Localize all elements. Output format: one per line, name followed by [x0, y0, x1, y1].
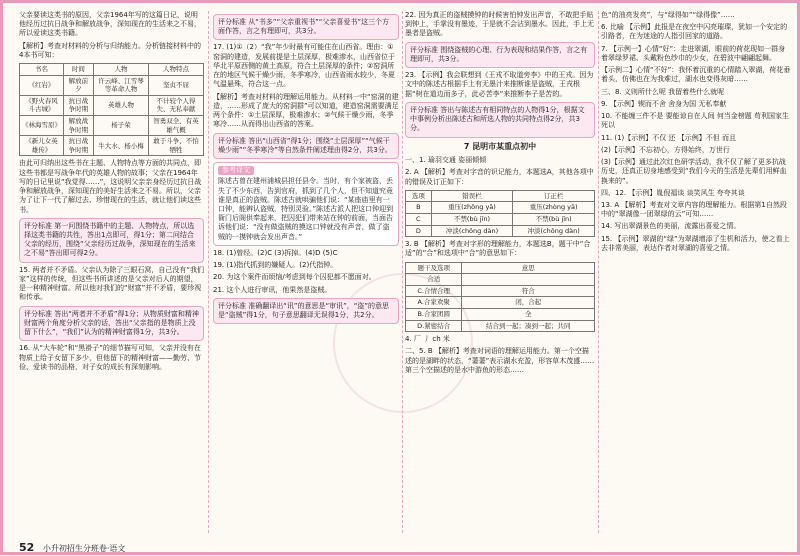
- table-row: [406, 320, 595, 332]
- answer-11c: (3)【示例】通过此次红色研学活动，我不仅了解了更多抗战历史，还真正切身地感受到“我们今天的生活是先辈们用鲜血换来的”。: [601, 158, 787, 185]
- answer-16: 16. 从“大车轮”和“黑褂子”的细节描写可知，父亲并没有在物质上给子女留下多少，但他留下的精神财富——勤劳、节俭、爱读书的品格，对子女的成长有深刻影响。: [19, 344, 201, 371]
- table-row: [406, 202, 595, 214]
- analysis: 【解析】考查对材料的分析与归纳能力。分析链接材料中的4本书可知：: [19, 41, 201, 59]
- scoring-box: 评分标准 答出与陈述古有相同特点的人物得1分，根据文中事例分析出陈述古和所选人物的共同特点得2分，共3分。: [405, 102, 595, 138]
- column-3: [405, 11, 595, 378]
- table-cell: A.合家欢聚: [406, 297, 462, 309]
- table-cell: 许云峰、江雪琴等革命人物: [93, 75, 148, 95]
- table-cell: 《新儿女英雄传》: [20, 136, 64, 156]
- column-divider: [402, 11, 403, 533]
- table-cell: 坚贞不屈: [148, 75, 203, 95]
- answer-11b: (2)【示例】不忘初心，方得始终，万世行: [601, 145, 730, 154]
- table-cell: 《红岩》: [20, 75, 64, 95]
- table-cell: [462, 274, 595, 286]
- table-cell: 重压(zhòng yā): [513, 202, 595, 214]
- table-row: [406, 308, 595, 320]
- scoring-box: 评分标准 从“书多”“父亲重视书”“父亲喜爱书”这三个方面作答，言之有理即可，共3分。: [213, 14, 399, 40]
- table-cell: B: [406, 202, 432, 214]
- table-cell: 英雄人物: [93, 95, 148, 115]
- answer-7b: 【示例二】心情“不好”：我怀着沉重的心情踏入翠湖，荷花垂着头，仿佛也在为我难过，湖水也变得灰暗……: [601, 66, 791, 84]
- reference-text: 陈述古曾在建州浦城县担任县令。当时，有个家被盗，丢失了不少东西，告到官府，抓到了几个人，但不知道究竟谁是真正的盗贼。陈述古就哄骗他们说：“某座庙里有一口钟，能辨认盗贼，特别灵验。”陈述古派人把这口钟迎到衙门后阁供奉起来，把囚犯们带来站在钟的前面，当面告诉他们说：“没有做盗贼的摸这口钟就没有声音，做了盗贼的一摸钟就会发出声音。”: [218, 177, 394, 241]
- answer-13: 13. A 【解析】考查对文章内容的理解能力。根据第1自然段中的“翠湖像一团翠绿的云”可知……: [601, 200, 787, 219]
- table-cell: B.合家团圆: [406, 308, 462, 320]
- answer-6: 6. 比喻 【示例】此报是在夜空中闪亮璀璨，犹如一个安定的引路者，在为迷途的人指引回家的道路。: [601, 23, 788, 41]
- table-header: 选项: [406, 190, 432, 202]
- table-cell: 不禁(bù jīn): [513, 213, 595, 225]
- table-row: [406, 274, 595, 286]
- table-header: 意思: [462, 262, 595, 274]
- paragraph: 父亲要读这类书的原因，父亲1964年写的这篇日记，说明他经历过抗日战争和解放战争，深知现在的生活来之不易，所以爱读这类书籍。: [19, 11, 201, 38]
- table-header: 时间: [63, 64, 93, 76]
- answer-12: 四、12. 【示例】胤倪福谈 谈笑风生 夸夸其谈: [601, 188, 745, 197]
- table-row: [20, 95, 204, 115]
- answer-1: 一、1. 瑜羽交通 姿丽倾倾: [405, 156, 487, 165]
- table-header: 订正栏: [513, 190, 595, 202]
- table-cell: 全: [462, 308, 595, 320]
- table-cell: C.合情合理: [406, 285, 462, 297]
- answer-21: 21. 这个人进行审讯，他果然是盗贼。: [213, 285, 332, 294]
- meaning-table: [405, 262, 595, 332]
- pinyin-table: [405, 190, 595, 237]
- table-header: 错误栏: [431, 190, 513, 202]
- footer-title: 小升初招生分班卷·语文: [42, 544, 126, 553]
- table-cell: 敢于斗争、不怕牺牲: [148, 136, 203, 156]
- table-row: [406, 285, 595, 297]
- answer-5: 二、5. B 【解析】考查对词语的理解运用能力。第一个空描述的是湖畔的状态，“萋萋”表示湖水充盈，形容草木茂盛……第三个空描述的是水中游鱼的形态……: [405, 347, 595, 374]
- answer-3: 3. B 【解析】考查对字形的理解能力，本题选B，题干中“合适”的“合”和选项中“合”的意思如下：: [405, 240, 591, 258]
- scoring-box: 评分标准 答出“两者并不矛盾”得1分；从物质财富和精神财富两个角度分析父亲的话，答出“父亲指的是物质上没留下什么”，“我们”认为的精神财富得1分，共3分。: [19, 306, 204, 342]
- answer-11: 11. (1)【示例】不仅 还 【示例】不但 而且: [601, 133, 736, 142]
- scoring-box: 评分标准 准确翻译出“讯”的意思是“审讯”，“盗”的意思是“盗贼”得1分，句子意思翻译无误得1分，共2分。: [213, 298, 399, 324]
- answer-22: 22. 因为真正的盗贼摸钟的时候害怕钟发出声音，不敢把手贴到钟上，手掌没有墨迹，于是就不会沾到墨水。因此，手上无墨者是盗贼。: [405, 11, 594, 38]
- table-cell: 解放前夕: [63, 75, 93, 95]
- answer-18: 18. (1)曾经。(2)C (3)拆掉。(4)D (5)C: [213, 248, 338, 257]
- answer-15: 15. 两者并不矛盾。父亲认为除了三眼石窝，自己没有“我们家”这样的传统，但这些书所讲述的是父亲对后人的期望，是一种精神财富。所以他对我们的“财富”并不矛盾，要珍视和传承。: [19, 265, 204, 302]
- scoring-box: 评分标准 答出“山西省”得1分；围绕“土层深厚”“气候干燥少雨”“冬季寒冷”等自然条件阐述理由得2分，共3分。: [213, 133, 399, 159]
- table-cell: 抗日战争时期: [63, 136, 93, 156]
- table-cell: 结合到一起；凑到一起；共同: [462, 320, 595, 332]
- table-header: 人物特点: [148, 64, 203, 76]
- table-cell: D: [406, 225, 432, 237]
- table-cell: 闭，合起: [462, 297, 595, 309]
- table-row: [406, 213, 595, 225]
- answer-15: 15. 【示例】翠湖的“绿”为翠湖增添了生机和活力，使之看上去非常美丽，表达作者对翠湖的喜爱之情。: [601, 234, 790, 252]
- book-table: [19, 63, 204, 156]
- column-divider: [208, 11, 209, 533]
- column-divider: [598, 11, 599, 533]
- table-header: 书名: [20, 64, 64, 76]
- table-cell: D.紧密结合: [406, 320, 462, 332]
- table-row: [20, 75, 204, 95]
- answer-7: 7. 【示例一】心情“好”：走进翠湖，眼前的荷花现如一群身着翠绿罗裙、头戴粉色纱巾的少女，在碧波中翩翩起舞。: [601, 44, 786, 62]
- answer-2: 2. A 【解析】考查对字音的识记能力，本题选A，其他各项中的错误及订正如下：: [405, 168, 594, 186]
- answer-17: 17. (1)①（2）“我”年少时最有可能住在山西省。理由：①窑洞的建造，发展前提是土层深厚，极难渗水，山西省位于华北平原西侧的黄土高原，符合土层深厚的条件；②窑洞所在的地区气候干燥少雨，冬季寒冷，山西省雨水较少，冬夏气温悬殊，符合这一点。: [213, 43, 395, 89]
- page-footer: [19, 541, 125, 556]
- table-cell: 牛大水、杨小梅: [93, 136, 148, 156]
- reference-translation: [213, 162, 399, 246]
- section-title: 7 昆明市某重点初中: [463, 141, 537, 151]
- column-2: [213, 11, 399, 327]
- table-cell: 冲淡(chōng dàn): [513, 225, 595, 237]
- table-cell: 合适: [406, 274, 462, 286]
- paragraph: 由此可归纳出这些书在主题、人物特点等方面的共同点，即这些书都是写战争年代的英雄人物的故事；父亲在1964年写的日记里说“我觉得……”，这说明父亲亲身经历过抗日战争和解放战争，深知现在的美好生活来之不易。所以，父亲为了让下一代了解过去、珍惜现在的生活，就让他们读这些书。: [19, 159, 202, 214]
- answer-20: 20. 为这个案件而烦恼/考虑到每个囚犯都不愿面对。: [213, 273, 376, 282]
- table-cell: 智勇双全、有英雄气概: [148, 116, 203, 136]
- table-cell: 《林海雪原》: [20, 116, 64, 136]
- answer-8: 三、8. 义则所什么呢 我留着些什么就呢: [601, 87, 725, 96]
- analysis: 【解析】考查对材料的理解运用能力。从材料一中“窑洞的建造，……形成了庞大的窑洞群”可以知道，建造窑洞需要满足两个条件：①土层深厚，极难渗水；②气候干燥少雨，冬季寒冷……从而得出山西省的答案。: [213, 92, 399, 129]
- table-cell: 重压(zhōng yā): [431, 202, 513, 214]
- paragraph: 色“的油亮发亮”，与“绿得如”“绿得像”……: [601, 11, 735, 19]
- table-row: [20, 136, 204, 156]
- table-cell: 杨子荣: [93, 116, 148, 136]
- table-row: [406, 225, 595, 237]
- table-cell: 不计较个人得失、无私奉献: [148, 95, 203, 115]
- scoring-box: 评分标准 第一问围绕书籍中的主题、人物特点，所以选择这类书籍的共性，答出1点即可，得1分；第二问结合父亲的经历，围绕“父亲经历过战争，深知现在的生活来之不易”答出即可得2分。: [19, 218, 204, 263]
- table-cell: C: [406, 213, 432, 225]
- table-cell: 冲淡(chōng dàn): [431, 225, 513, 237]
- scoring-box: 评分标准 围绕盗贼的心理、行为表现和结果作答，言之有理即可，共3分。: [405, 42, 595, 68]
- answer-4: 4. 厂 丿 ch 米: [405, 335, 450, 344]
- reference-heading: 参考译文: [218, 166, 254, 175]
- column-4: [601, 11, 791, 256]
- table-header: 题干及选项: [406, 262, 462, 274]
- table-cell: 不禁(bù jīn): [431, 213, 513, 225]
- section-heading: [405, 142, 595, 153]
- table-row: [406, 297, 595, 309]
- table-cell: 《野火春风斗古城》: [20, 95, 64, 115]
- answer-10: 10. 不能缠三件不是 要能谅自在人间 何当金榜题 苟利国家生死以: [601, 112, 790, 130]
- answer-14: 14. 写出翠湖景色的美丽，流露出喜爱之情。: [601, 222, 741, 231]
- page-number: 52: [19, 541, 35, 554]
- table-cell: 符合: [462, 285, 595, 297]
- answer-19: 19. (1)指代抓到的嫌疑人。(2)代指钟。: [213, 261, 338, 270]
- table-row: [20, 116, 204, 136]
- column-1: [19, 11, 204, 375]
- answer-9: 9. 【示例】锲而不舍 舍身为国 无私奉献: [601, 99, 727, 108]
- table-cell: 解放战争时期: [63, 116, 93, 136]
- table-header: 人物: [93, 64, 148, 76]
- table-cell: 抗日战争时期: [63, 95, 93, 115]
- answer-23: 23. 【示例】我会联想到《王戎不取道旁李》中的王戎。因为文中的陈述古根据手上有无墨汁来推断谁是盗贼，王戎根据“树在道边而多子，此必苦李”来推断李子是苦的。: [405, 71, 594, 98]
